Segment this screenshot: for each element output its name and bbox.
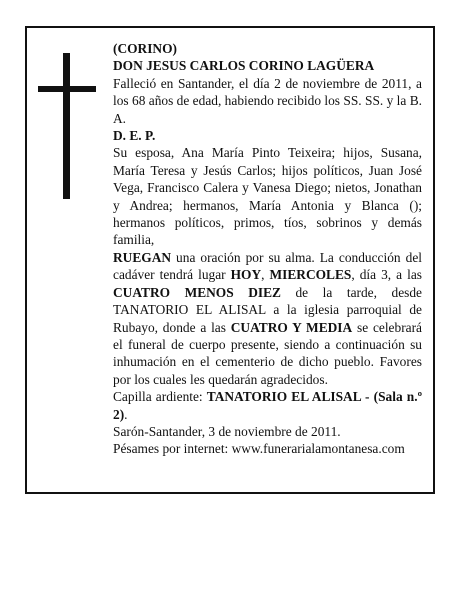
cross-icon-arm xyxy=(38,86,96,92)
chapel-end: . xyxy=(124,406,128,422)
time-2: CUATRO Y MEDIA xyxy=(230,319,353,335)
chapel-label: Capilla ardiente: xyxy=(113,389,207,405)
chapel-line xyxy=(113,388,422,423)
family-list: Su esposa, Ana María Pinto Teixeira; hijos, Susana, María Teresa y Jesús Carlos; hijos políticos, Juan José Vega, Francisco Calera y Vanesa Diego; nietos, Jonathan y Andrea; hermanos, María Antonia y Blanca (); hermanos políticos, primos, tíos, sobrinos y demás familia, xyxy=(113,145,422,248)
request-text-3: , día 3, a las xyxy=(351,267,422,283)
condolences-line: Pésames por internet: www.funerarialamontanesa.com xyxy=(113,441,405,457)
deceased-name: DON JESUS CARLOS CORINO LAGÜERA xyxy=(113,58,375,74)
request-text-4: de la tarde, desde TANATORIO EL ALISAL a la iglesia parroquial de Rubayo, donde a las xyxy=(113,284,422,335)
hoy-label: HOY xyxy=(230,267,262,283)
time-1: CUATRO MENOS DIEZ xyxy=(113,284,281,300)
place-date: Sarón-Santander, 3 de noviembre de 2011. xyxy=(113,423,341,439)
request-paragraph xyxy=(113,249,422,388)
cross-icon xyxy=(63,53,70,199)
dep-heading: D. E. P. xyxy=(113,128,156,144)
ruegan-label: RUEGAN xyxy=(113,249,172,265)
alias: (CORINO) xyxy=(113,41,177,56)
death-info: Falleció en Santander, el día 2 de noviembre de 2011, a los 68 años de edad, habiendo recibido los SS. SS. y la B. A. xyxy=(113,75,422,126)
request-text-1: una oración por su alma. La conducción del cadáver tendrá lugar xyxy=(113,249,422,283)
obituary-text xyxy=(113,40,422,458)
request-text-5: se celebrará el funeral de cuerpo presente, siendo a continuación su inhumación en el cementerio de dicho pueblo. Favores por los cuales les quedarán agradecidos. xyxy=(113,319,422,387)
weekday-label: MIERCOLES xyxy=(269,267,352,283)
chapel-value: TANATORIO EL ALISAL - (Sala n.º 2) xyxy=(113,389,422,422)
request-text-2: , xyxy=(261,267,270,283)
